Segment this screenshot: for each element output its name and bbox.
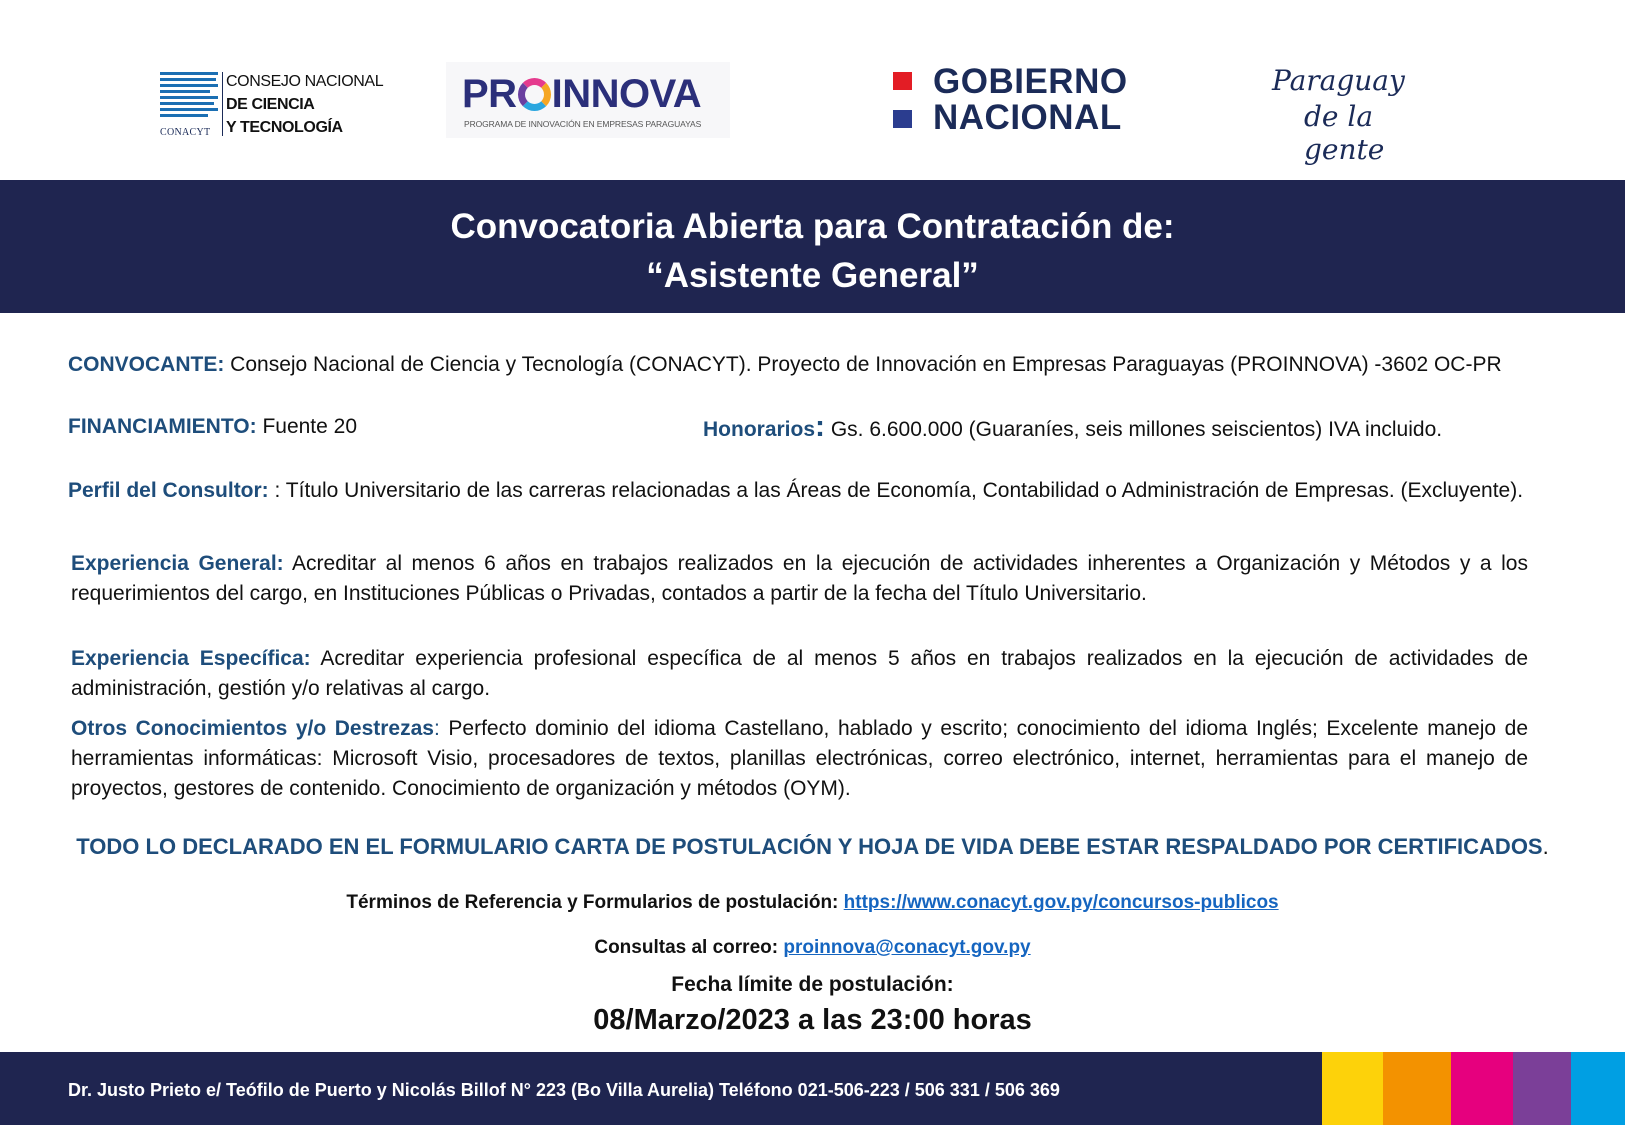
notice-end: . [1542,834,1549,859]
consultas-label: Consultas al correo: [594,937,784,958]
gobierno-line1: GOBIERNO [933,62,1128,101]
terminos-link[interactable]: https://www.conacyt.gov.py/concursos-publicos [843,892,1279,913]
footer-stripe-purple [1513,1052,1571,1125]
page-title [0,202,1625,300]
experiencia-especifica-row [71,644,1528,704]
conacyt-line3: Y TECNOLOGÍA [226,119,343,136]
title-line2: “Asistente General” [646,256,979,295]
paraguay-line2: de la gente [1304,100,1385,166]
perfil-label: Perfil del Consultor: [68,479,269,502]
footer-address: Dr. Justo Prieto e/ Teófilo de Puerto y Nicolás Billof N° 223 (Bo Villa Aurelia) Teléfono 021-506-223 / 506 331 / 506 369 [68,1080,1060,1100]
fecha-limite-value: 08/Marzo/2023 a las 23:00 horas [593,1004,1032,1036]
footer-stripe-blue [1571,1052,1625,1125]
fecha-limite-label: Fecha límite de postulación: [671,973,954,996]
footer-stripe-orange [1383,1052,1451,1125]
experiencia-general-label: Experiencia General: [71,552,284,575]
paraguay-de-la-gente-logo [1272,64,1442,166]
paraguay-line1: Paraguay [1272,64,1405,97]
convocante-text: Consejo Nacional de Ciencia y Tecnología (CONACYT). Proyecto de Innovación en Empresas Paraguayas (PROINNOVA) -3602 OC-PR [224,353,1502,376]
conacyt-logo [160,72,395,138]
experiencia-especifica-label: Experiencia Específica: [71,647,311,670]
experiencia-general-text: Acreditar al menos 6 años en trabajos realizados en la ejecución de actividades inherentes a Organización y Métodos y a los requerimientos del cargo, en Instituciones Públicas o Privadas, contados a partir de la fecha del Título Universitario. [71,552,1528,605]
honorarios-row [703,412,1523,445]
gobierno-nacional-logo [893,62,1143,137]
conacyt-emblem-icon [160,72,220,138]
experiencia-especifica-text: Acreditar experiencia profesional específica de al menos 5 años en trabajos realizados en la ejecución de actividades de administración, gestión y/o relativas al cargo. [71,647,1528,700]
honorarios-label: Honorarios [703,418,816,441]
notice-text: TODO LO DECLARADO EN EL FORMULARIO CARTA DE POSTULACIÓN Y HOJA DE VIDA DEBE ESTAR RESPALDADO POR CERTIFICADOS [76,834,1543,859]
perfil-row [68,476,1528,506]
divider [222,72,223,136]
conacyt-line1: CONSEJO NACIONAL [226,73,384,90]
financiamiento-text: Fuente 20 [256,415,358,438]
proinnova-subtitle: PROGRAMA DE INNOVACIÓN EN EMPRESAS PARAGUAYAS [464,119,702,129]
otros-conocimientos-label: Otros Conocimientos y/o Destrezas [71,717,434,740]
title-line1: Convocatoria Abierta para Contratación de: [450,207,1175,246]
red-square-icon [893,72,912,90]
proinnova-logo [446,62,730,138]
conacyt-line2: DE CIENCIA [226,96,315,113]
otros-conocimientos-colon: : [433,717,440,740]
consultas-line [0,937,1625,959]
blue-square-icon [893,110,912,128]
convocante-label: CONVOCANTE: [68,353,225,376]
proinnova-ring-icon [518,78,551,111]
honorarios-text: Gs. 6.600.000 (Guaraníes, seis millones seiscientos) IVA incluido. [825,418,1443,441]
footer-stripe-magenta [1451,1052,1513,1125]
consultas-email-link[interactable]: proinnova@conacyt.gov.py [783,937,1031,958]
experiencia-general-row [71,549,1528,609]
convocante-row [68,350,1568,380]
footer-stripe-yellow [1322,1052,1383,1125]
gobierno-line2: NACIONAL [933,98,1122,137]
honorarios-colon: : [815,410,826,443]
proinnova-name-right: INNOVA [551,72,702,116]
financiamiento-label: FINANCIAMIENTO: [68,415,257,438]
otros-conocimientos-row [71,714,1528,804]
terminos-line [0,892,1625,914]
certificados-notice [0,834,1625,860]
proinnova-name-left: PR [462,72,517,116]
financiamiento-row [68,412,628,442]
otros-conocimientos-text: Perfecto dominio del idioma Castellano, hablado y escrito; conocimiento del idioma Inglés; Excelente manejo de herramientas informáticas: Microsoft Visio, procesadores de textos, planillas electrónicas, correo electrónico, internet, herramientas para el manejo de proyectos, gestores de contenido. Conocimiento de organización y métodos (OYM). [71,717,1528,800]
perfil-text: : Título Universitario de las carreras relacionadas a las Áreas de Economía, Contabilidad o Administración de Empresas. (Excluyente). [268,479,1524,502]
conacyt-acronym: CONACYT [160,127,211,138]
terminos-label: Términos de Referencia y Formularios de postulación: [346,892,844,913]
